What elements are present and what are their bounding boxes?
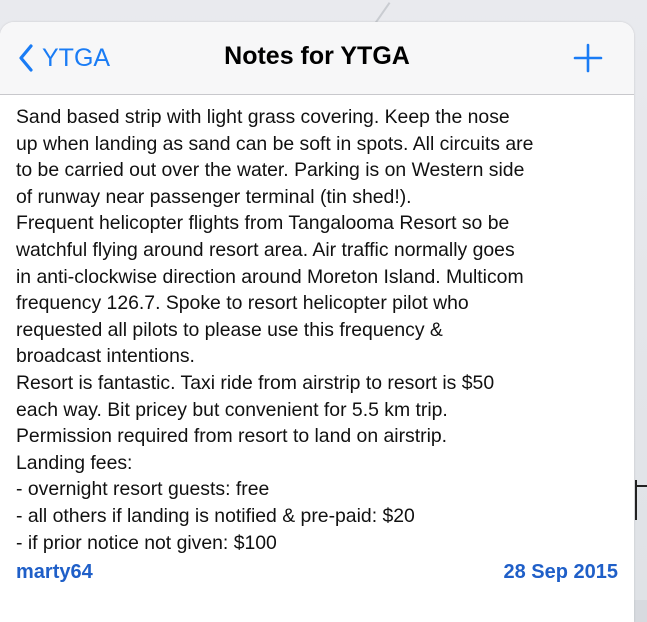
author-link[interactable]: marty64 [16,561,93,583]
add-note-button[interactable] [572,42,604,74]
note-line: - overnight resort guests: free [16,478,270,501]
map-runway-marker-vertical [635,480,637,520]
note-text [16,104,626,556]
note-line: Resort is fantastic. Taxi ride from airstrip to resort is $50 [16,371,495,394]
note-date: 28 Sep 2015 [503,561,618,583]
note-line: Permission required from resort to land on airstrip. [16,425,448,448]
back-button-label: YTGA [42,43,111,72]
note-line: watchful flying around resort area. Air traffic normally goes [16,238,515,261]
note-line: to be carried out over the water. Parking is on Western side [16,159,525,182]
note-line: broadcast intentions. [16,345,195,368]
note-line: frequency 126.7. Spoke to resort helicopter pilot who [16,292,469,315]
plus-icon [572,61,604,78]
note-line: requested all pilots to please use this frequency & [16,318,443,341]
navigation-bar [0,22,634,95]
note-line: of runway near passenger terminal (tin shed!). [16,185,412,208]
notes-sheet [0,22,634,622]
note-line: Landing fees: [16,451,133,474]
note-line: - if prior notice not given: $100 [16,531,277,554]
note-line: each way. Bit pricey but convenient for 5.5 km trip. [16,398,448,421]
note-line: Sand based strip with light grass covering. Keep the nose [16,106,510,128]
note-line: Frequent helicopter flights from Tangalooma Resort so be [16,212,510,235]
note-line: up when landing as sand can be soft in spots. All circuits are [16,132,534,155]
page-title: Notes for YTGA [224,42,410,70]
note-line: - all others if landing is notified & pre-paid: $20 [16,504,415,527]
note-line: in anti-clockwise direction around Moreton Island. Multicom [16,265,524,288]
note-footer [16,561,618,589]
